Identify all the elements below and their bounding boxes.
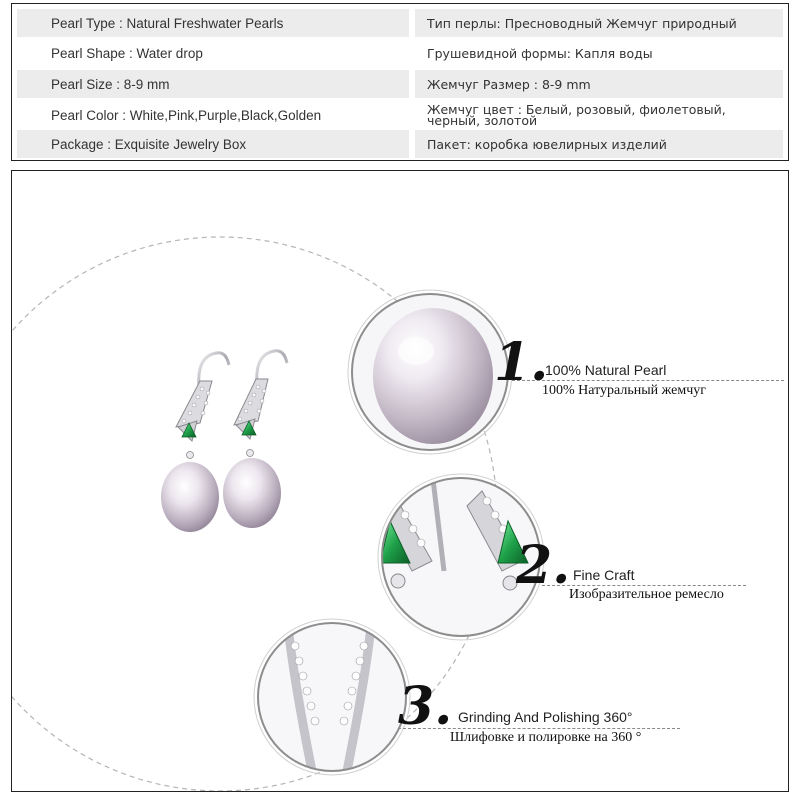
spec-size-en: Pearl Size : 8-9 mm	[17, 70, 409, 98]
spec-row-shape	[17, 39, 783, 67]
spec-color-en: Pearl Color : White,Pink,Purple,Black,Golden	[51, 107, 322, 123]
feature-2-subtitle: Изобразительное ремесло	[569, 587, 724, 602]
feature-2-divider	[542, 585, 746, 586]
earrings-image	[161, 351, 287, 532]
earring-left	[161, 353, 229, 532]
feature-1-title: 100% Natural Pearl	[545, 362, 667, 378]
feature-3-subtitle: Шлифовке и полировке на 360 °	[450, 730, 642, 745]
spec-table	[11, 3, 789, 161]
feature-2-title: Fine Craft	[573, 567, 635, 583]
detail-circle-polish	[252, 616, 412, 776]
spec-color-ru: Жемчуг цвет : Белый, розовый, фиолетовый, черный, золотой	[427, 102, 726, 128]
feature-1-subtitle: 100% Натуральный жемчуг	[542, 383, 707, 398]
spec-row-color	[17, 101, 783, 129]
spec-package-ru: Пакет: коробка ювелирных изделий	[415, 130, 783, 158]
feature-1-number: 1.	[494, 332, 549, 393]
spec-row-package	[17, 130, 783, 158]
spec-size-ru: Жемчуг Размер : 8-9 mm	[415, 70, 783, 98]
feature-3-number: 3.	[398, 676, 453, 737]
feature-2-number: 2.	[516, 535, 571, 596]
spec-row-type	[17, 9, 783, 37]
spec-shape-en: Pearl Shape : Water drop	[51, 45, 203, 61]
spec-type-en: Pearl Type : Natural Freshwater Pearls	[17, 9, 409, 37]
spec-package-en: Package : Exquisite Jewelry Box	[17, 130, 409, 158]
feature-1-divider	[512, 380, 784, 381]
feature-panel	[11, 170, 789, 792]
spec-shape-ru: Грушевидной формы: Капля воды	[427, 45, 653, 61]
feature-3-divider	[398, 728, 680, 729]
spec-row-size	[17, 70, 783, 98]
feature-3-title: Grinding And Polishing 360°	[458, 709, 633, 725]
spec-type-ru: Тип перлы: Пресноводный Жемчуг природный	[415, 9, 783, 37]
earring-right	[223, 351, 287, 528]
